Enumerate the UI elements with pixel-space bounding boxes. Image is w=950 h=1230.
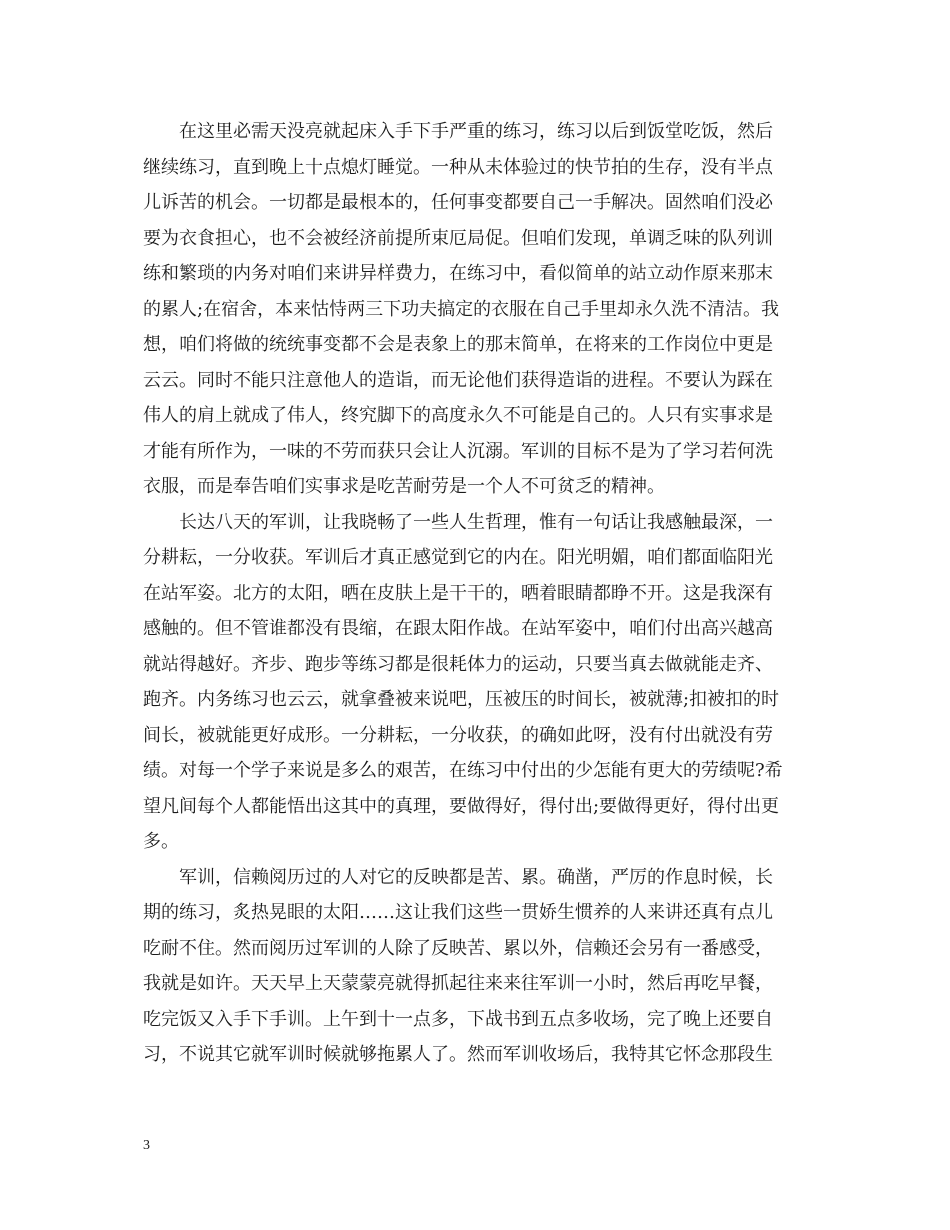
- paragraph-1: 在这里必需天没亮就起床入手下手严重的练习，练习以后到饭堂吃饭，然后 继续练习，直到晚上十点熄灯睡觉。一种从未体验过的快节拍的生存，没有半点 儿诉苦的机会。一切都是最根本的，任何事变都要自己一手解决。固然咱们没必 要为衣食担心，也不会被经济前提所束厄局促。但咱们发现，单调乏味的队列训 练和繁琐的内务对咱们来讲异样费力，在练习中，看似简单的站立动作原来那末 的累人;在宿舍，本来怙恃两三下功夫搞定的衣服在自己手里却永久洗不清洁。我 想，咱们将做的统统事变都不会是表象上的那末简单，在将来的工作岗位中更是 云云。同时不能只注意他人的造诣，而无论他们获得造诣的进程。不要认为踩在 伟人的肩上就成了伟人，终究脚下的高度永久不可能是自己的。人只有实事求是 才能有所作为，一味的不劳而获只会让人沉溺。军训的目标不是为了学习若何洗 衣服，而是奉告咱们实事求是吃苦耐劳是一个人不可贫乏的精神。: [143, 121, 780, 497]
- paragraph-3: 军训，信赖阅历过的人对它的反映都是苦、累。确凿，严厉的作息时候，长 期的练习，炙热晃眼的太阳……这让我们这些一贯娇生惯养的人来讲还真有点儿 吃耐不住。然而阅历过军训的人除了反映苦、累以外，信赖还会另有一番感受， 我就是如许。天天早上天蒙蒙亮就得抓起往来来往军训一小时，然后再吃早餐， 吃完饭又入手下手训。上午到十一点多，下战书到五点多收场，完了晚上还要自 习，不说其它就军训时候就够拖累人了。然而军训收场后，我特其它怀念那段生: [143, 866, 773, 1065]
- document-body: [143, 114, 807, 1073]
- page-number: 3: [143, 1138, 150, 1153]
- paragraph-2: 长达八天的军训，让我晓畅了一些人生哲理，惟有一句话让我感触最深，一 分耕耘，一分收获。军训后才真正感觉到它的内在。阳光明媚，咱们都面临阳光 在站军姿。北方的太阳，晒在皮肤上是干干的，晒着眼睛都睁不开。这是我深有 感触的。但不管谁都没有畏缩，在跟太阳作战。在站军姿中，咱们付出高兴越高 就站得越好。齐步、跑步等练习都是很耗体力的运动，只要当真去做就能走齐、 跑齐。内务练习也云云，就拿叠被来说吧，压被压的时间长，被就薄;扣被扣的时 间长，被就能更好成形。一分耕耘，一分收获，的确如此呀，没有付出就没有劳 绩。对每一个学子来说是多么的艰苦，在练习中付出的少怎能有更大的劳绩呢?希 望凡间每个人都能悟出这其中的真理，要做得好，得付出;要做得更好，得付出更 多。: [143, 511, 783, 852]
